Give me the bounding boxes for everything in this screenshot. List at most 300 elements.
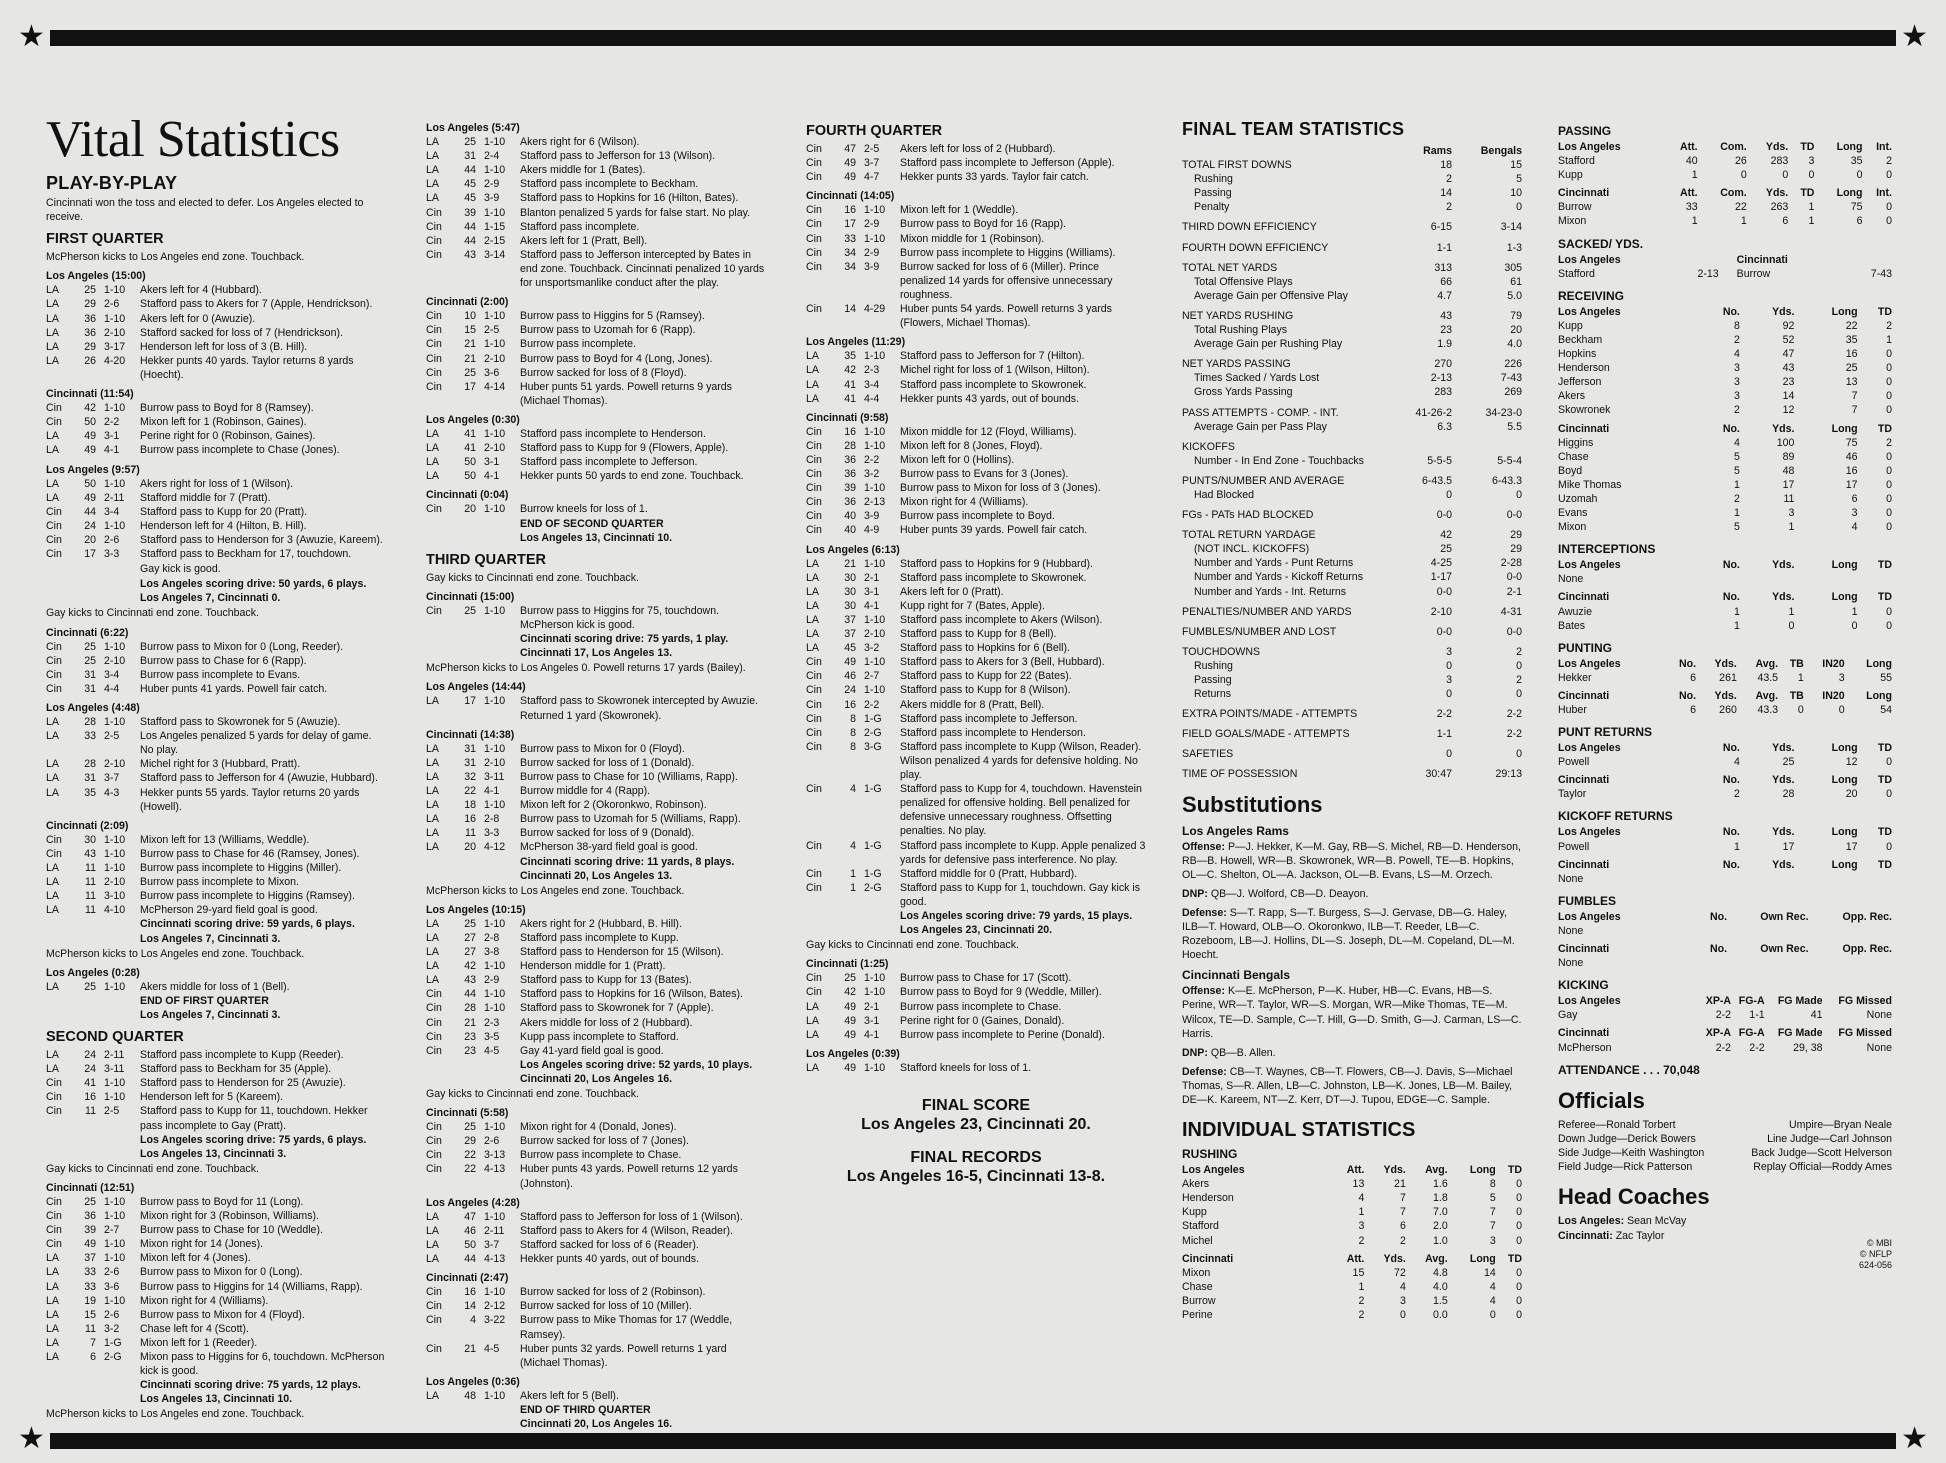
play-description: Mixon left for 0 (Hollins).: [900, 453, 1015, 466]
play-row: [806, 1014, 1146, 1028]
stat-label: FUMBLES/NUMBER AND LOST: [1182, 625, 1337, 638]
attendance: ATTENDANCE . . . 70,048: [1558, 1062, 1700, 1077]
down-distance: 3-10: [104, 890, 126, 903]
down-distance: 1-10: [484, 799, 506, 812]
stat-label: Gross Yards Passing: [1194, 386, 1293, 399]
down-distance: 3-9: [484, 192, 500, 205]
play-description: Stafford kneels for loss of 1.: [900, 1061, 1032, 1074]
play-description: Burrow pass incomplete to Mixon.: [140, 876, 299, 889]
play-row: [426, 502, 766, 516]
team-header-row: [1558, 773, 1892, 787]
drive-heading: Los Angeles (0:39): [806, 1047, 900, 1060]
field-side: LA: [426, 960, 439, 973]
yard-line: 21: [464, 352, 476, 365]
team-name: Cincinnati: [1736, 253, 1788, 266]
yard-line: 49: [84, 430, 96, 443]
play-row: [806, 669, 1146, 683]
play-row: [426, 248, 766, 290]
field-side: LA: [46, 1294, 59, 1307]
player-row: [1182, 1219, 1522, 1233]
column-header: Avg.: [1755, 689, 1779, 702]
play-description: Stafford pass to Beckham for 35 (Apple).: [140, 1063, 332, 1076]
stat-value: 7: [1399, 1192, 1406, 1205]
down-distance: 4-1: [864, 599, 880, 612]
field-side: Cin: [806, 157, 822, 170]
stat-value: 0: [1516, 1266, 1522, 1279]
drive-summary: Los Angeles scoring drive: 52 yards, 10 plays.: [520, 1058, 753, 1071]
play-row: [426, 1030, 766, 1044]
stat-value: 52: [1782, 333, 1795, 346]
note: Gay kicks to Cincinnati end zone. Touchback.: [46, 607, 259, 620]
play-row: [426, 469, 766, 483]
stat-value: [1809, 956, 1892, 970]
drive-heading: Cincinnati (2:00): [426, 296, 509, 309]
down-distance: 1-10: [864, 350, 886, 363]
star-icon: ★: [1901, 19, 1928, 54]
play-description: Burrow pass to Boyd for 11 (Long).: [140, 1196, 304, 1208]
down-distance: 2-4: [484, 150, 500, 163]
player-row: [1182, 1294, 1522, 1308]
stat-value: 48: [1782, 464, 1795, 477]
stat-label: Number and Yards - Int. Returns: [1194, 585, 1347, 598]
play-description: Burrow sacked for loss of 10 (Miller).: [520, 1300, 692, 1313]
column-header: No.: [1710, 943, 1728, 956]
bengals-value: 6-43.3: [1491, 474, 1522, 487]
yard-line: 21: [464, 1342, 476, 1355]
rams-value: 4.7: [1437, 289, 1452, 302]
down-distance: 1-10: [484, 310, 506, 323]
official-row: [1558, 1132, 1892, 1146]
play-row: [46, 1062, 386, 1076]
player-row: [1182, 1191, 1522, 1205]
play-row: [426, 206, 766, 220]
down-distance: 2-10: [104, 876, 126, 889]
play-description: Huber punts 39 yards. Powell fair catch.: [900, 524, 1088, 537]
stat-label: TOTAL FIRST DOWNS: [1182, 159, 1292, 172]
play-row: [426, 945, 766, 959]
rams-value: 30:47: [1425, 768, 1452, 781]
yard-line: 16: [464, 813, 476, 826]
team-name: Cincinnati: [1558, 422, 1610, 435]
play-row: [46, 491, 386, 505]
yard-line: 17: [464, 380, 476, 393]
field-side: LA: [426, 470, 439, 483]
down-distance: 2-5: [104, 730, 120, 743]
team-header-row: [1182, 1163, 1522, 1177]
stat-value: 8: [1489, 1178, 1496, 1191]
field-side: Cin: [806, 171, 822, 184]
play-description: Stafford pass to Akers for 3 (Bell, Hubbard).: [900, 656, 1105, 669]
player-name: Henderson: [1558, 362, 1610, 375]
team-header-row: [1558, 657, 1892, 671]
play-row: [426, 380, 766, 408]
down-distance: 3-2: [864, 642, 880, 655]
play-description: Stafford middle for 7 (Pratt).: [140, 491, 271, 504]
yard-line: 36: [84, 312, 96, 325]
yard-line: 11: [465, 827, 476, 840]
down-distance: 2-7: [104, 1224, 120, 1237]
field-side: Cin: [426, 220, 442, 233]
play-description: Stafford pass incomplete to Kupp (Reeder).: [140, 1049, 344, 1062]
field-side: Cin: [46, 416, 62, 429]
play-row: [806, 246, 1146, 260]
play-description: Hekker punts 43 yards, out of bounds.: [900, 392, 1080, 405]
yard-line: 37: [844, 614, 856, 626]
play-description: Stafford pass incomplete to Beckham.: [520, 178, 699, 191]
yard-line: 8: [850, 726, 856, 739]
column-3: [806, 116, 1146, 1187]
stat-value: 4.0: [1432, 1280, 1448, 1293]
stat-value: 6: [1690, 704, 1697, 716]
yard-line: 28: [84, 758, 96, 771]
play-description: Burrow pass incomplete to Chase.: [900, 1000, 1062, 1013]
yard-line: 31: [84, 682, 96, 695]
field-side: LA: [426, 192, 439, 205]
bengals-value: 79: [1510, 309, 1522, 322]
yard-line: 15: [464, 324, 476, 337]
stat-value: 6: [1782, 215, 1789, 228]
play-row: [426, 1148, 766, 1162]
play-description: Burrow sacked for loss of 8 (Floyd).: [520, 366, 687, 379]
player-row: [1182, 1266, 1522, 1280]
stat-value: 75: [1850, 201, 1863, 214]
yard-line: 29: [84, 298, 96, 311]
down-distance: 2-5: [864, 143, 880, 155]
player-row: [1558, 375, 1892, 389]
stat-value: 1.5: [1432, 1294, 1448, 1307]
stat-value: 20: [1845, 788, 1858, 801]
field-side: LA: [46, 354, 59, 367]
team-header-row: [1558, 741, 1892, 755]
yard-line: 25: [464, 1121, 476, 1134]
field-side: Cin: [426, 380, 442, 393]
stat-value: 75: [1845, 436, 1858, 449]
stat-value: 1.0: [1432, 1234, 1448, 1247]
label: DNP:: [1182, 887, 1208, 900]
yard-line: 46: [844, 670, 856, 683]
play-row: [806, 613, 1146, 627]
stat-value: 3: [1733, 376, 1740, 389]
stat-value: 0: [1516, 1192, 1522, 1205]
field-side: LA: [806, 392, 819, 405]
yard-line: 28: [84, 716, 96, 729]
down-distance: 2-7: [864, 670, 880, 683]
header-label: [1182, 144, 1407, 158]
play-row: [426, 784, 766, 798]
column-header: TD: [1800, 187, 1815, 200]
down-distance: 2-1: [864, 1000, 880, 1013]
credit-line: 624-056: [1858, 1260, 1892, 1271]
down-distance: 1-G: [864, 712, 882, 725]
play-row: [46, 1336, 386, 1350]
player-row: [1558, 924, 1892, 938]
field-side: LA: [46, 312, 59, 325]
column-header: Long: [1836, 187, 1863, 200]
stat-label: Total Rushing Plays: [1194, 324, 1288, 337]
play-row: [46, 340, 386, 354]
play-row: [426, 1162, 766, 1190]
stat-value: 0: [1886, 605, 1892, 618]
stat-value: 41: [1810, 1009, 1823, 1022]
yard-line: 4: [470, 1314, 476, 1327]
yard-line: 41: [844, 392, 856, 405]
team-stat-row: [1182, 673, 1522, 687]
play-row: [426, 1210, 766, 1224]
down-distance: 4-5: [484, 1044, 500, 1057]
field-side: Cin: [46, 1091, 62, 1104]
down-distance: 2-5: [484, 324, 500, 337]
down-distance: 2-3: [484, 1016, 500, 1029]
note: McPherson kicks to Los Angeles end zone. Touchback.: [426, 884, 685, 897]
down-distance: 1-10: [484, 164, 506, 177]
field-side: Cin: [46, 668, 62, 681]
label: Offense:: [1182, 985, 1225, 998]
down-distance: 3-1: [104, 430, 120, 443]
player-name: None: [1558, 573, 1584, 586]
field-side: Cin: [426, 1286, 442, 1299]
field-side: Cin: [806, 468, 822, 481]
field-side: Cin: [46, 533, 62, 546]
player-row: [1558, 671, 1892, 685]
down-distance: 3-4: [104, 668, 120, 681]
bengals-value: 2-1: [1506, 585, 1522, 598]
player-row: [1558, 872, 1892, 886]
play-description: Stafford pass to Jefferson for loss of 1 (Wilson).: [520, 1210, 743, 1223]
player-row: [1182, 1308, 1522, 1322]
coaches-heading: Head Coaches: [1558, 1183, 1710, 1209]
play-description: Stafford pass to Skowronek for 7 (Apple).: [520, 1002, 714, 1015]
label: Offense:: [1182, 840, 1225, 853]
field-side: LA: [426, 931, 439, 944]
play-row: [426, 1313, 766, 1341]
yard-line: 42: [464, 960, 476, 973]
drive-summary: Cincinnati scoring drive: 59 yards, 6 plays.: [140, 918, 355, 931]
yard-line: 18: [464, 799, 476, 812]
rams-value: 0: [1446, 659, 1452, 672]
stat-value: 1: [1808, 215, 1815, 228]
play-row: [426, 352, 766, 366]
play-row: [426, 1044, 766, 1058]
player-row: [1558, 1008, 1892, 1022]
drive-summary: Cincinnati 20, Los Angeles 16.: [520, 1072, 673, 1085]
play-description: Stafford pass to Kupp for 9 (Flowers, Apple).: [520, 442, 729, 455]
field-side: Cin: [426, 1314, 442, 1327]
down-distance: 2-10: [484, 442, 506, 455]
play-row: [46, 654, 386, 668]
stat-value: 0: [1740, 169, 1747, 182]
official: Umpire—Bryan Neale: [1788, 1118, 1892, 1131]
play-row: [806, 349, 1146, 363]
stat-value: 4: [1733, 348, 1740, 361]
column-header: TB: [1789, 689, 1804, 702]
column-header: TD: [1877, 422, 1892, 435]
down-distance: 2-6: [104, 298, 120, 311]
field-side: LA: [426, 799, 439, 812]
down-distance: 2-G: [864, 726, 882, 739]
play-row: [806, 571, 1146, 585]
rams-value: 0: [1446, 488, 1452, 501]
field-side: Cin: [46, 847, 62, 860]
column-header: TD: [1800, 141, 1815, 153]
yard-line: 37: [844, 628, 856, 641]
stat-value: 4: [1358, 1192, 1365, 1205]
sacked-table: [1558, 253, 1892, 281]
player-stat-table: [1558, 910, 1892, 938]
team-header-row: [1558, 825, 1892, 839]
play-by-play-part-2: [426, 121, 766, 1431]
play-row: [426, 427, 766, 441]
down-distance: 3-1: [864, 1014, 880, 1027]
field-side: LA: [46, 980, 59, 993]
drive-summary: Los Angeles scoring drive: 50 yards, 6 plays.: [140, 578, 367, 591]
stat-value: 1: [1733, 507, 1740, 520]
player-name: Powell: [1558, 756, 1590, 769]
play-description: Akers left for 1 (Pratt, Bell).: [520, 234, 648, 247]
player-stat-table: [1558, 942, 1892, 970]
yard-line: 21: [844, 557, 856, 570]
play-description: Mixon right for 4 (Williams).: [900, 496, 1029, 509]
bengals-value: 0-0: [1506, 625, 1522, 638]
stat-value: 16: [1845, 348, 1858, 361]
yard-line: 25: [464, 366, 476, 379]
stat-label: SAFETIES: [1182, 748, 1234, 761]
play-row: [46, 1090, 386, 1104]
stat-value: 29, 38: [1793, 1041, 1823, 1054]
down-distance: 2-10: [864, 628, 886, 641]
column-header: No.: [1722, 742, 1740, 755]
field-side: Cin: [806, 496, 822, 509]
play-row: [806, 740, 1146, 782]
yard-line: 41: [84, 1077, 96, 1090]
column-header: IN20: [1822, 657, 1845, 670]
field-side: LA: [426, 1238, 439, 1251]
yard-line: 36: [844, 453, 856, 466]
play-row: [426, 1299, 766, 1313]
column-header: Long: [1469, 1164, 1496, 1177]
credit-line: © MBI: [1866, 1238, 1892, 1249]
down-distance: 1-10: [104, 284, 126, 297]
stat-value: 2: [1358, 1234, 1365, 1247]
play-row: [46, 1237, 386, 1251]
play-row: [806, 782, 1146, 838]
stat-value: 1: [1788, 521, 1795, 534]
field-side: LA: [426, 178, 439, 191]
team-stat-row: [1182, 619, 1522, 639]
team-stat-row: [1182, 337, 1522, 351]
page-title: Vital Statistics: [46, 111, 340, 168]
field-side: Cin: [46, 1196, 62, 1208]
column-header: TD: [1877, 305, 1892, 318]
stat-label: Rushing: [1194, 659, 1233, 672]
field-side: LA: [806, 1000, 819, 1013]
official: Side Judge—Keith Washington: [1558, 1146, 1705, 1159]
drive-summary: END OF FIRST QUARTER: [140, 994, 269, 1007]
field-side: Cin: [46, 402, 62, 415]
note: Gay kicks to Cincinnati end zone. Touchback.: [426, 571, 639, 584]
stat-label: Had Blocked: [1194, 488, 1255, 501]
note: Gay kicks to Cincinnati end zone. Touchback.: [426, 1088, 639, 1100]
player-name: Jefferson: [1558, 376, 1602, 389]
column-header: TD: [1877, 858, 1892, 871]
player-row: [1558, 214, 1892, 228]
drive-heading: Los Angeles (0:28): [46, 966, 140, 979]
play-description: Akers middle for 1 (Bates).: [520, 164, 646, 177]
play-description: Hekker punts 40 yards. Taylor returns 8 yards (Hoecht).: [140, 354, 354, 381]
down-distance: 2-9: [484, 974, 500, 987]
play-row: [426, 742, 766, 756]
stat-value: 0: [1886, 492, 1892, 505]
column-header: TD: [1877, 559, 1892, 572]
yard-line: 42: [844, 364, 856, 377]
down-distance: 4-20: [104, 354, 126, 367]
field-side: LA: [426, 456, 439, 469]
player-name: Hopkins: [1558, 348, 1597, 361]
play-description: Burrow pass incomplete to Higgins (Williams).: [900, 246, 1116, 259]
play-description: Burrow pass to Chase for 10 (Williams, Rapp).: [520, 770, 738, 783]
play-row: [426, 135, 766, 149]
play-row: [426, 177, 766, 191]
stat-value: 3: [1838, 671, 1845, 684]
player-row: [1558, 200, 1892, 214]
column-header: No.: [1722, 826, 1740, 839]
yard-line: 33: [844, 232, 856, 245]
team-stats-heading: FINAL TEAM STATISTICS: [1182, 119, 1405, 139]
stat-value: 1: [1788, 605, 1795, 618]
play-description: Stafford pass to Jefferson intercepted by Bates in end zone. Touchback. Cincinnati penalized 10 yards for unsportsmanlike conduct after the play.: [520, 248, 765, 290]
play-row: [46, 505, 386, 519]
team-name: Cincinnati: [1182, 1252, 1234, 1265]
rams-value: 1-17: [1430, 571, 1452, 584]
play-description: Burrow pass incomplete to Perine (Donald).: [900, 1028, 1105, 1041]
stat-value: 0: [1782, 169, 1789, 182]
play-description: Stafford pass to Kupp for 4, touchdown. Havenstein penalized for offensive holding. Bell penalized for defensive unnecessary roughness. Offsetting penalties. No play.: [900, 783, 1142, 838]
play-description: Stafford pass to Kupp for 11, touchdown. Hekker pass incomplete to Gay (Pratt).: [140, 1105, 368, 1132]
stat-value: 0: [1886, 450, 1892, 463]
yard-line: 50: [84, 477, 96, 490]
field-side: LA: [46, 786, 59, 799]
stat-value: 263: [1770, 201, 1789, 214]
play-row: [426, 604, 766, 632]
player-row: [1558, 1041, 1892, 1055]
stat-value: 0: [1856, 169, 1863, 182]
team-stat-row: [1182, 323, 1522, 337]
yard-line: 24: [844, 684, 856, 697]
play-description: Burrow pass to Boyd for 8 (Ramsey).: [140, 402, 314, 415]
stat-value: 6: [1399, 1220, 1406, 1233]
field-side: LA: [426, 841, 439, 854]
yard-line: 40: [844, 524, 856, 537]
down-distance: 1-10: [484, 604, 506, 617]
spacer: [1851, 253, 1892, 267]
field-side: Cin: [806, 482, 822, 495]
down-distance: 1-10: [484, 206, 506, 219]
down-distance: 1-10: [864, 656, 886, 669]
column-header: Yds.: [1772, 305, 1795, 318]
play-description: Burrow pass incomplete to Higgins (Miller).: [140, 862, 342, 875]
stat-value: 4: [1489, 1280, 1496, 1293]
field-side: Cin: [806, 218, 822, 231]
stat-value: 1: [1691, 169, 1698, 182]
yard-line: 20: [464, 841, 476, 854]
yard-line: 45: [464, 178, 476, 191]
yard-line: 36: [844, 496, 856, 509]
column-header: Long: [1836, 141, 1863, 153]
yard-line: 42: [844, 986, 856, 999]
field-side: LA: [46, 716, 59, 729]
column-header: No.: [1722, 774, 1740, 787]
play-description: Stafford pass incomplete to Skowronek.: [900, 378, 1087, 391]
play-description: Akers middle for 8 (Pratt, Bell).: [900, 698, 1045, 711]
